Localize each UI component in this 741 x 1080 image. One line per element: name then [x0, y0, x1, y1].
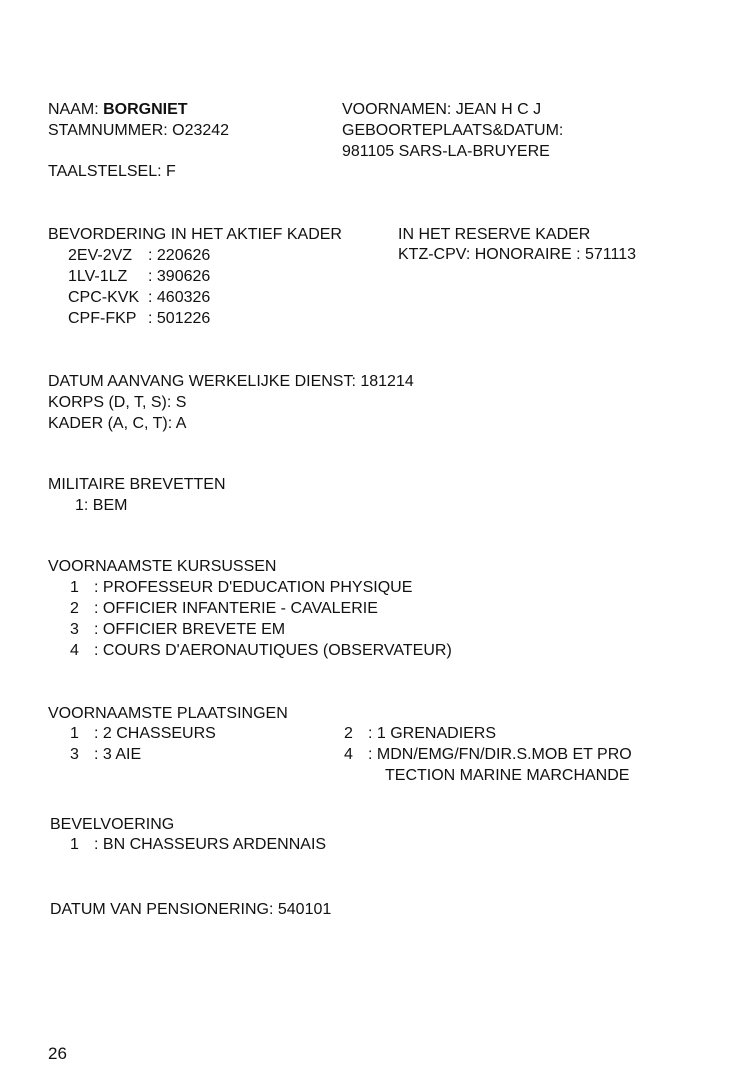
kursus-num: 3 — [70, 621, 79, 638]
promotion-row — [68, 287, 210, 308]
bevelvoering-title: BEVELVOERING — [50, 816, 175, 833]
kursus-num: 4 — [70, 642, 79, 659]
kursus-text: : OFFICIER BREVETE EM — [94, 621, 286, 638]
plaatsing-text: : 3 AIE — [94, 746, 142, 763]
korps: KORPS (D, T, S): S — [48, 394, 187, 411]
promotion-row — [68, 266, 210, 287]
geboorte-value: 981105 SARS-LA-BRUYERE — [342, 143, 550, 160]
plaatsing-item — [70, 744, 141, 765]
taalstelsel: TAALSTELSEL: F — [48, 163, 176, 180]
promotion-date: : 501226 — [148, 310, 211, 327]
plaatsing-text: : MDN/EMG/FN/DIR.S.MOB ET PRO — [368, 746, 632, 763]
kursus-item — [70, 619, 285, 640]
datum-aanvang: DATUM AANVANG WERKELIJKE DIENST: 181214 — [48, 373, 414, 390]
plaatsing-item — [70, 723, 216, 744]
bevelvoering-num: 1 — [70, 836, 79, 853]
kursus-item — [70, 640, 452, 661]
plaatsingen-title: VOORNAAMSTE PLAATSINGEN — [48, 705, 288, 722]
voornamen: VOORNAMEN: JEAN H C J — [342, 101, 542, 118]
plaatsing-num: 2 — [344, 725, 353, 742]
kursus-num: 1 — [70, 579, 79, 596]
plaatsing-text: : 2 CHASSEURS — [94, 725, 216, 742]
promotion-date: : 390626 — [148, 268, 211, 285]
naam-label: NAAM: — [48, 101, 99, 118]
bevelvoering-text: : BN CHASSEURS ARDENNAIS — [94, 836, 327, 853]
promotion-rank: CPF-FKP — [68, 310, 137, 327]
promotion-row — [68, 245, 210, 266]
promotion-date: : 220626 — [148, 247, 211, 264]
kader: KADER (A, C, T): A — [48, 415, 187, 432]
brevet-item: 1: BEM — [75, 497, 128, 514]
reserve-title: IN HET RESERVE KADER — [398, 226, 591, 243]
page-number: 26 — [48, 1044, 67, 1063]
geboorte-label: GEBOORTEPLAATS&DATUM: — [342, 122, 564, 139]
kursus-item — [70, 577, 412, 598]
pensionering: DATUM VAN PENSIONERING: 540101 — [50, 901, 332, 918]
promotion-rank: 1LV-1LZ — [68, 268, 128, 285]
name-line — [48, 99, 188, 120]
brevetten-title: MILITAIRE BREVETTEN — [48, 476, 226, 493]
kursus-text: : OFFICIER INFANTERIE - CAVALERIE — [94, 600, 378, 617]
kursussen-title: VOORNAAMSTE KURSUSSEN — [48, 558, 277, 575]
kursus-text: : COURS D'AERONAUTIQUES (OBSERVATEUR) — [94, 642, 452, 659]
plaatsing-num: 4 — [344, 746, 353, 763]
kursus-num: 2 — [70, 600, 79, 617]
plaatsing-item — [344, 744, 632, 765]
kursus-item — [70, 598, 378, 619]
kursus-text: : PROFESSEUR D'EDUCATION PHYSIQUE — [94, 579, 413, 596]
plaatsing-continuation: TECTION MARINE MARCHANDE — [385, 767, 630, 784]
reserve-row: KTZ-CPV: HONORAIRE : 571113 — [398, 246, 636, 263]
naam-value: BORGNIET — [103, 101, 188, 118]
bevordering-title: BEVORDERING IN HET AKTIEF KADER — [48, 226, 342, 243]
plaatsing-num: 3 — [70, 746, 79, 763]
promotion-date: : 460326 — [148, 289, 211, 306]
plaatsing-text: : 1 GRENADIERS — [368, 725, 497, 742]
bevelvoering-item — [70, 834, 326, 855]
promotion-rank: 2EV-2VZ — [68, 247, 133, 264]
promotion-row — [68, 308, 210, 329]
promotion-rank: CPC-KVK — [68, 289, 140, 306]
stamnummer: STAMNUMMER: O23242 — [48, 122, 230, 139]
plaatsing-num: 1 — [70, 725, 79, 742]
plaatsing-item — [344, 723, 496, 744]
